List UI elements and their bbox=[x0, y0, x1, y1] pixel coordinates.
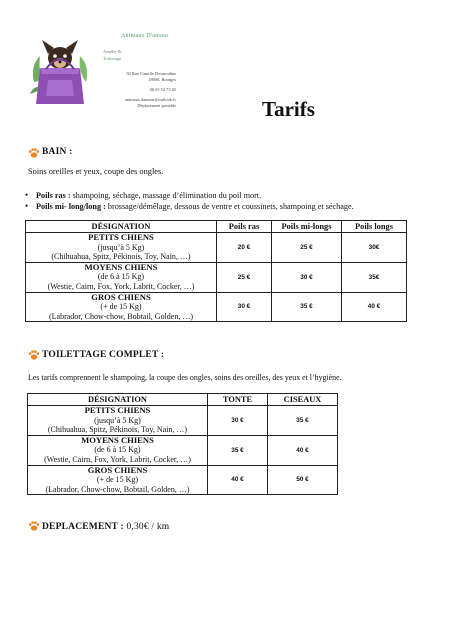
paw-icon bbox=[28, 146, 40, 164]
category-name: MOYENS CHIENS bbox=[84, 261, 158, 272]
toilettage-price-table bbox=[27, 393, 338, 495]
address-city: 18000, Bourges bbox=[148, 77, 176, 82]
column-header: Poils longs bbox=[342, 221, 407, 233]
price-cell: 30€ bbox=[342, 233, 407, 263]
bullet-label: Poils mi- long/long : bbox=[36, 202, 106, 211]
designation-cell bbox=[28, 406, 208, 436]
price-cell: 35 € bbox=[272, 292, 342, 322]
column-header: CISEAUX bbox=[268, 394, 338, 406]
weight-range: (jusqu’à 5 Kg) bbox=[97, 242, 145, 252]
owner-block bbox=[103, 48, 122, 62]
bullet-label: Poils ras : bbox=[36, 191, 71, 200]
designation-cell bbox=[28, 465, 208, 495]
bain-bullet-list bbox=[25, 190, 440, 212]
weight-range: (de 6 à 15 Kg) bbox=[94, 445, 141, 455]
table-header-row bbox=[26, 221, 407, 233]
toilettage-intro: Les tarifs comprennent le shampoing, la coupe des ongles, soins des oreilles, des yeux et l’hygiène. bbox=[28, 373, 342, 382]
section-title-deplacement bbox=[42, 522, 169, 532]
price-cell: 40 € bbox=[208, 465, 268, 495]
designation-cell bbox=[26, 262, 217, 292]
breed-list: (Westie, Cairn, Fox, York, Labrit, Cocker, …) bbox=[47, 281, 195, 291]
price-cell: 20 € bbox=[217, 233, 272, 263]
bullet-text: brossage/démêlage, dessous de ventre et coussinets, shampoing et séchage. bbox=[105, 202, 354, 211]
price-cell: 25 € bbox=[217, 262, 272, 292]
designation-cell bbox=[26, 292, 217, 322]
bain-intro: Soins oreilles et yeux, coupe des ongles. bbox=[28, 167, 164, 176]
price-cell: 35 € bbox=[208, 435, 268, 465]
table-row bbox=[26, 233, 407, 263]
price-cell: 25 € bbox=[272, 233, 342, 263]
deplacement-price: 0,30€ / km bbox=[126, 522, 170, 532]
list-item bbox=[25, 201, 440, 212]
column-header: DÉSIGNATION bbox=[26, 221, 217, 233]
address-email: animaux.damour@outlook.fr bbox=[124, 97, 176, 102]
designation-cell bbox=[26, 233, 217, 263]
price-cell: 50 € bbox=[268, 465, 338, 495]
table-row bbox=[26, 292, 407, 322]
price-cell: 30 € bbox=[208, 406, 268, 436]
designation-cell bbox=[28, 435, 208, 465]
owner-name: Amélie fb bbox=[103, 49, 122, 54]
price-cell: 30 € bbox=[272, 262, 342, 292]
deplacement-label: DEPLACEMENT : bbox=[42, 522, 124, 532]
column-header: TONTE bbox=[208, 394, 268, 406]
table-row bbox=[26, 262, 407, 292]
breed-list: (Labrador, Chow-chow, Bobtail, Golden, …) bbox=[48, 311, 193, 321]
paw-icon bbox=[28, 348, 40, 366]
category-name: PETITS CHIENS bbox=[84, 405, 151, 415]
weight-range: (+ de 15 Kg) bbox=[96, 475, 139, 485]
breed-list: (Westie, Cairn, Fox, York, Labrit, Cocker, …) bbox=[44, 454, 191, 464]
category-name: MOYENS CHIENS bbox=[81, 434, 154, 445]
category-name: GROS CHIENS bbox=[91, 291, 151, 302]
brand-name: Animaux D'amour bbox=[121, 33, 169, 39]
address-phone: 06 65 53 73 65 bbox=[149, 87, 176, 92]
table-row bbox=[28, 406, 338, 436]
price-cell: 40 € bbox=[268, 435, 338, 465]
section-title-bain: BAIN : bbox=[42, 147, 73, 157]
bain-price-table bbox=[25, 220, 407, 322]
price-cell: 30 € bbox=[217, 292, 272, 322]
page-title: Tarifs bbox=[262, 97, 315, 121]
address-travel: Déplacement possible bbox=[137, 103, 176, 108]
breed-list: (Chihuahua, Spitz, Pékinois, Toy, Nain, …) bbox=[51, 252, 191, 262]
owner-role: Toilettage bbox=[103, 56, 122, 61]
breed-list: (Chihuahua, Spitz, Pékinois, Toy, Nain, …) bbox=[47, 425, 188, 435]
price-cell: 40 € bbox=[342, 292, 407, 322]
weight-range: (+ de 15 Kg) bbox=[100, 302, 142, 312]
category-name: PETITS CHIENS bbox=[88, 232, 154, 242]
table-row bbox=[28, 465, 338, 495]
column-header: DÉSIGNATION bbox=[28, 394, 208, 406]
list-item bbox=[25, 190, 440, 201]
price-cell: 35€ bbox=[342, 262, 407, 292]
address-block bbox=[104, 71, 176, 109]
address-street: 50 Rue Camille Desmoulins bbox=[126, 71, 176, 76]
table-row bbox=[28, 435, 338, 465]
weight-range: (jusqu’à 5 Kg) bbox=[94, 415, 141, 425]
column-header: Poils mi-longs bbox=[272, 221, 342, 233]
column-header: Poils ras bbox=[217, 221, 272, 233]
breed-list: (Labrador, Chow-chow, Bobtail, Golden, …) bbox=[45, 484, 190, 494]
price-cell: 35 € bbox=[268, 406, 338, 436]
section-title-toilettage: TOILETTAGE COMPLET : bbox=[42, 350, 165, 360]
weight-range: (de 6 à 15 Kg) bbox=[97, 272, 145, 282]
category-name: GROS CHIENS bbox=[87, 464, 148, 475]
logo-dog-in-bag bbox=[28, 36, 92, 108]
bullet-text: shampoing, séchage, massage d’élimination du poil mort. bbox=[70, 191, 262, 200]
table-header-row bbox=[28, 394, 338, 406]
paw-icon bbox=[28, 519, 40, 537]
